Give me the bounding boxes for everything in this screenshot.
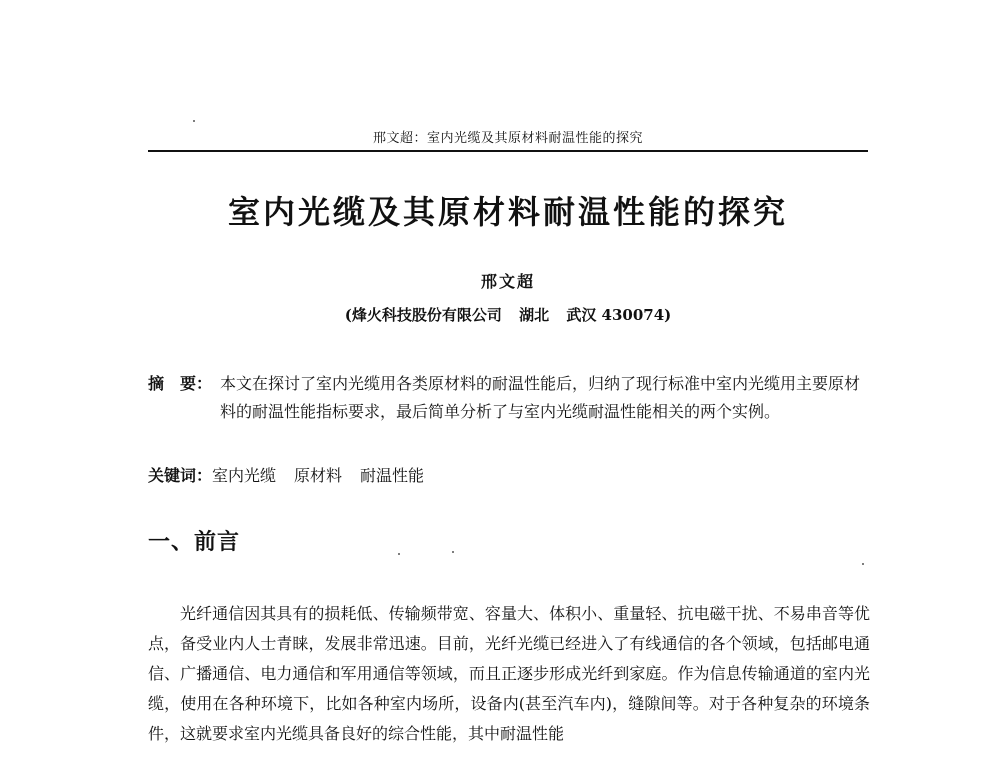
scan-speck	[193, 120, 195, 122]
paper-title: 室内光缆及其原材料耐温性能的探究	[227, 193, 788, 231]
affiliation-org: (烽火科技股份有限公司	[344, 306, 502, 324]
keyword-item: 耐温性能	[360, 466, 425, 485]
body-paragraph: 光纤通信因其具有的损耗低、传输频带宽、容量大、体积小、重量轻、抗电磁干扰、不易串音等优点，备受业内人士青睐，发展非常迅速。目前，光纤光缆已经进入了有线通信的各个领域，包括邮电通信、广播通信、电力通信和军用通信等领域，而且正逐步形成光纤到家庭。作为信息传输通道的室内光缆，使用在各种环境下，比如各种室内场所，设备内(甚至汽车内)，缝隙间等。对于各种复杂的环境条件，这就要求室内光缆具备良好的综合性能，其中耐温性能	[148, 604, 870, 743]
scan-speck	[398, 553, 400, 555]
keywords	[148, 462, 442, 490]
affiliation-province: 湖北	[519, 306, 550, 324]
header-rule	[148, 150, 868, 152]
keywords-label: 关键词：	[148, 466, 213, 485]
keyword-item: 原材料	[294, 466, 343, 485]
section-heading: 一、前言	[148, 530, 241, 555]
abstract-text: 本文在探讨了室内光缆用各类原材料的耐温性能后，归纳了现行标准中室内光缆用主要原材料的耐温性能指标要求，最后简单分析了与室内光缆耐温性能相关的两个实例。	[220, 374, 861, 421]
author-affiliation	[148, 305, 868, 325]
affiliation-city-postcode: 武汉 430074)	[566, 306, 672, 324]
scan-speck	[452, 551, 454, 553]
abstract	[148, 370, 870, 426]
author-name: 邢文超	[480, 272, 535, 291]
keyword-item: 室内光缆	[212, 466, 277, 485]
running-header: 邢文超：室内光缆及其原材料耐温性能的探究	[372, 131, 643, 146]
abstract-label: 摘 要：	[148, 374, 213, 393]
scan-speck	[862, 563, 864, 565]
